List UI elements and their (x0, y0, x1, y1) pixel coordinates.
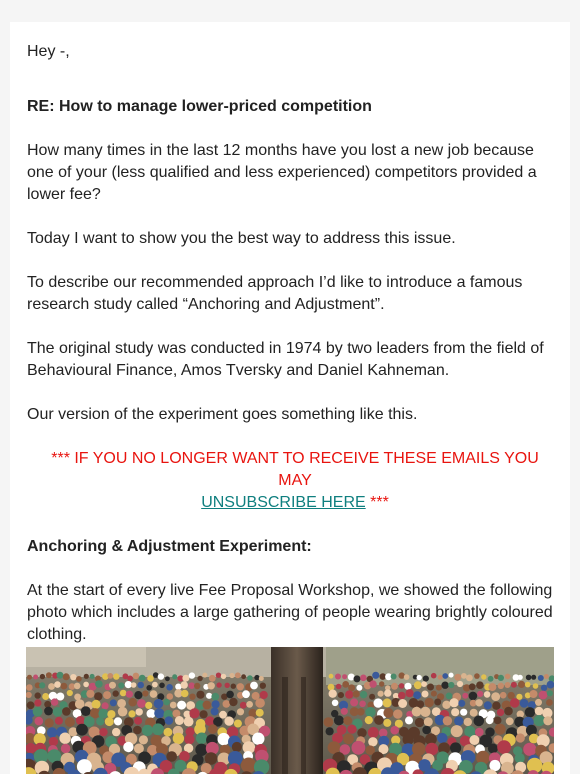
greeting: Hey -, (27, 43, 70, 60)
subject-heading: RE: How to manage lower-priced competition (27, 98, 372, 115)
paragraph-study: The original study was conducted in 1974 by two leaders from the field of Behavioural Finance, Amos Tversky and Daniel Kahneman. (27, 340, 544, 379)
section-heading: Anchoring & Adjustment Experiment: (27, 538, 312, 555)
paragraph-version: Our version of the experiment goes something like this. (27, 406, 418, 423)
unsubscribe-notice-suffix: *** (365, 494, 389, 511)
paragraph-lost-jobs: How many times in the last 12 months have you lost a new job because one of your (less qualified and less experienced) competitors provided a lower fee? (27, 142, 537, 203)
unsubscribe-notice (27, 448, 557, 514)
unsubscribe-notice-text: *** IF YOU NO LONGER WANT TO RECEIVE THESE EMAILS YOU MAY (51, 450, 539, 489)
paragraph-intro: Today I want to show you the best way to address this issue. (27, 230, 456, 247)
crowd-photo-image (26, 647, 554, 774)
paragraph-workshop: At the start of every live Fee Proposal Workshop, we showed the following photo which includes a large gathering of people wearing brightly coloured clothing. (27, 582, 553, 643)
unsubscribe-link[interactable]: UNSUBSCRIBE HERE (201, 494, 366, 511)
email-card (10, 22, 570, 774)
email-body (27, 41, 557, 668)
crowd-photo (26, 647, 554, 774)
paragraph-approach: To describe our recommended approach I’d like to introduce a famous research study called “Anchoring and Adjustment”. (27, 274, 523, 313)
